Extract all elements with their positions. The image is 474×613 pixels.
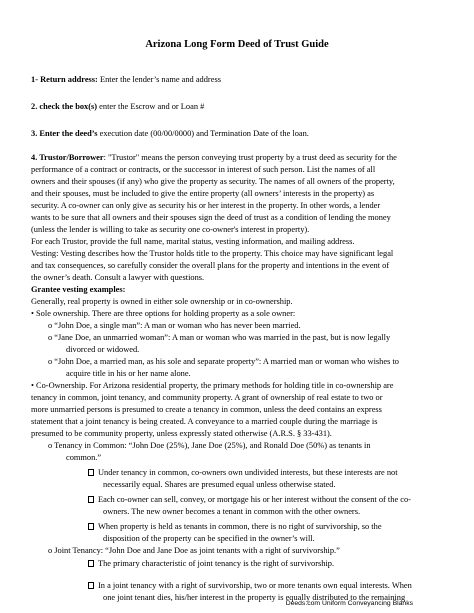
- text-span: enter the Escrow and or Loan #: [97, 102, 205, 111]
- text-span: Under tenancy in common, co-owners own undivided interests, but these interests are not: [98, 468, 398, 477]
- text-line: [31, 165, 375, 175]
- bold-text: 4. Trustor/Borrower: [31, 153, 104, 162]
- text-span: security. A co-owner can only give as security his or her interest in the property. In other words, a lender: [31, 201, 381, 210]
- text-line: [31, 261, 389, 271]
- text-line: [88, 581, 412, 591]
- bold-text: 3. Enter the deed’s: [31, 129, 98, 138]
- text-line: [88, 495, 411, 505]
- bold-text: Grantee vesting examples:: [31, 285, 126, 294]
- text-span: Enter the lender’s name and address: [97, 75, 221, 84]
- text-line: [31, 177, 395, 187]
- text-span: (unless the lender is willing to take as security one co-owner's interest in property).: [31, 225, 310, 234]
- checkbox-bullet-icon: [88, 582, 94, 589]
- text-line: [103, 507, 360, 517]
- text-span: the owner’s death. Consult a lawyer with questions.: [31, 273, 205, 282]
- text-line: [31, 249, 393, 259]
- text-span: wants to be sure that all owners and their spouses sign the deed of trust as a condition of lending the money: [31, 213, 391, 222]
- text-line: [66, 345, 139, 355]
- text-span: When property is held as tenants in common, there is no right of survivorship, so the: [98, 522, 382, 531]
- text-line: [66, 453, 101, 463]
- text-span: o “John Doe, a married man, as his sole and separate property”: A married man or woman who wishes to: [48, 357, 399, 366]
- text-line: [48, 357, 399, 367]
- text-line: [31, 153, 397, 163]
- text-span: Each co-owner can sell, convey, or mortgage his or her interest without the consent of the co-: [98, 495, 411, 504]
- checkbox-bullet-icon: [88, 496, 94, 503]
- text-line: [31, 285, 125, 295]
- text-span: o “John Doe, a single man”: A man or woman who has never been married.: [48, 321, 301, 330]
- text-line: [48, 546, 340, 556]
- bold-text: 1- Return address:: [31, 75, 98, 84]
- text-span: Generally, real property is owned in either sole ownership or in co-ownership.: [31, 297, 293, 306]
- text-line: [103, 480, 336, 490]
- text-line: [31, 213, 391, 223]
- text-line: [31, 237, 354, 247]
- text-span: • Sole ownership. There are three options for holding property as a sole owner:: [31, 309, 296, 318]
- text-span: For each Trustor, provide the full name, marital status, vesting information, and mailing address.: [31, 237, 355, 246]
- text-line: [31, 75, 221, 85]
- text-line: [48, 333, 390, 343]
- text-span: presumed to be community property, unless expressly stated otherwise (A.R.S. § 33-431).: [31, 429, 332, 438]
- bold-text: 2. check the box(s): [31, 102, 98, 111]
- checkbox-bullet-icon: [88, 560, 94, 567]
- text-span: common.”: [66, 453, 102, 462]
- checkbox-bullet-icon: [88, 469, 94, 476]
- text-span: tenancy in common, joint tenancy, and community property. A grant of ownership of real estate to two or: [31, 393, 383, 402]
- text-line: [31, 297, 293, 307]
- text-line: [31, 102, 204, 112]
- text-span: performance of a contract or contracts, or the successor in interest of such person. List the names of all: [31, 165, 376, 174]
- text-line: [88, 559, 334, 569]
- text-span: : "Trustor" means the person conveying trust property by a trust deed as security for the: [103, 153, 397, 162]
- text-line: [48, 441, 371, 451]
- text-line: [31, 273, 204, 283]
- text-line: [31, 225, 309, 235]
- text-span: disposition of the property can be specified in the owner’s will.: [103, 534, 315, 543]
- text-line: [31, 381, 393, 391]
- text-line: [66, 369, 191, 379]
- text-span: o Tenancy in Common: “John Doe (25%), Jane Doe (25%), and Ronald Doe (50%) as tenants in: [48, 441, 371, 450]
- document-title: Arizona Long Form Deed of Trust Guide: [145, 39, 329, 50]
- text-span: In a joint tenancy with a right of survivorship, two or more tenants own equal interests. When: [98, 581, 412, 590]
- text-line: [88, 522, 382, 532]
- text-span: o “Jane Doe, an unmarried woman”: A man or woman who was married in the past, but is now legally: [48, 333, 391, 342]
- text-span: o Joint Tenancy: “John Doe and Jane Doe as joint tenants with a right of survivorship.”: [48, 546, 340, 555]
- text-line: [31, 417, 378, 427]
- checkbox-bullet-icon: [88, 523, 94, 530]
- text-span: • Co-Ownership. For Arizona residential property, the primary methods for holding title in co-ownership are: [31, 381, 394, 390]
- text-line: [31, 189, 374, 199]
- text-span: and tax consequences, so carefully consider the overall plans for the property and intentions in the event of: [31, 261, 390, 270]
- text-span: execution date (00/00/0000) and Termination Date of the loan.: [97, 129, 309, 138]
- page-footer: Deeds.com Uniform Conveyancing Blanks: [285, 600, 413, 607]
- text-line: [31, 405, 382, 415]
- text-span: statement that a joint tenancy is being created. A conveyance to a married couple during the marriage is: [31, 417, 378, 426]
- text-line: [31, 129, 309, 139]
- text-line: [88, 468, 398, 478]
- text-line: [103, 534, 315, 544]
- text-line: [48, 321, 301, 331]
- text-span: more unmarried persons is presumed to create a tenancy in common, unless the deed contains an express: [31, 405, 382, 414]
- text-line: [31, 309, 295, 319]
- text-span: The primary characteristic of joint tenancy is the right of survivorship.: [98, 559, 335, 568]
- text-line: [31, 429, 332, 439]
- text-line: [31, 201, 380, 211]
- text-span: necessarily equal. Shares are presumed equal unless otherwise stated.: [103, 480, 336, 489]
- text-span: Vesting: Vesting describes how the Trustor holds title to the property. This choice may have significant legal: [31, 249, 394, 258]
- text-span: one joint tenant dies, his/her interest in the property is equally distributed to the remaining: [103, 593, 406, 602]
- text-span: owners and their spouses (if any) who give the property as security. The names of all owners of the property,: [31, 177, 395, 186]
- text-span: divorced or widowed.: [66, 345, 140, 354]
- text-span: and their spouses, must be included to give the entire property (all owners’ interests in the property) as: [31, 189, 375, 198]
- text-line: [31, 393, 383, 403]
- text-span: acquire title in his or her name alone.: [66, 369, 191, 378]
- text-span: owners. The new owner becomes a tenant in common with the other owners.: [103, 507, 361, 516]
